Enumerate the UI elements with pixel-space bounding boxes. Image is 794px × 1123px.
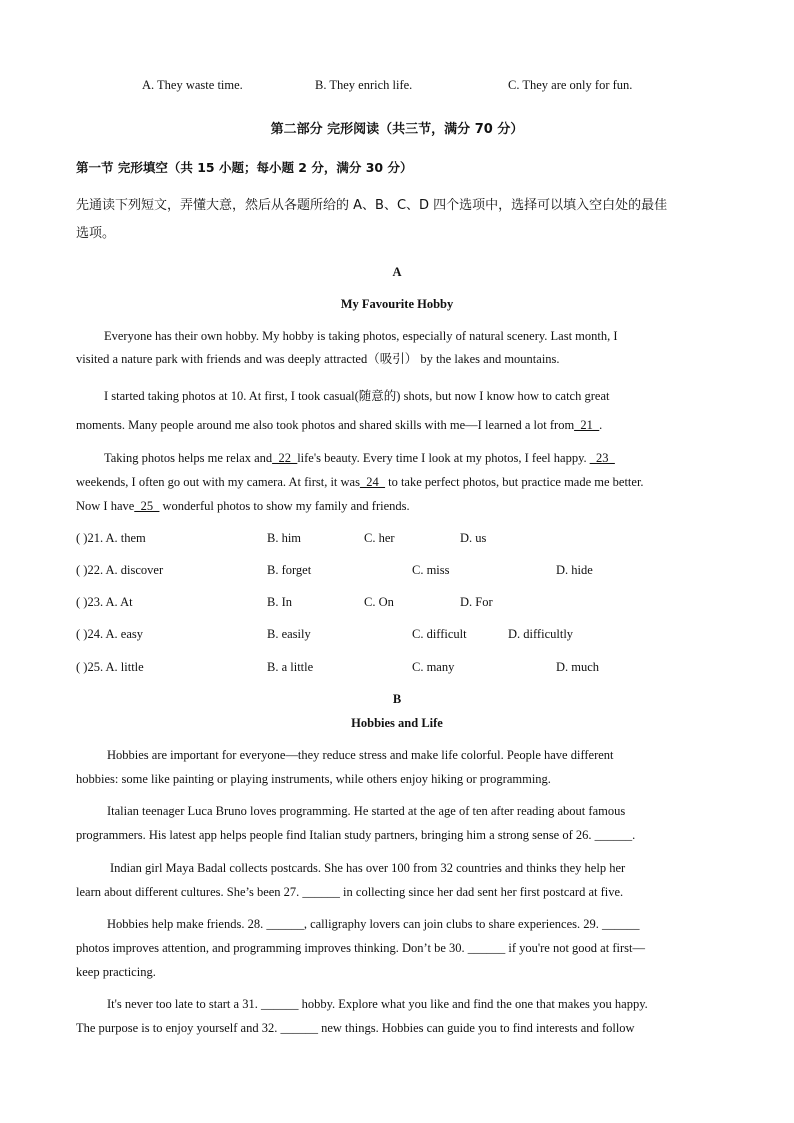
section1-title: 第一节 完形填空（共 15 小题；每小题 2 分，满分 30 分） [76,160,413,175]
blank-24: _24_ [359,475,385,489]
option-a: 24. A. easy [87,627,144,641]
passage-b-title: Hobbies and Life [351,716,443,730]
p3-line3-a: Now I have [76,499,135,513]
blank-23: _23_ [589,451,615,465]
p3-line2-a: weekends, I often go out with my camera. At first, it was [76,475,360,489]
passage-b-p4-line1: Hobbies help make friends. 28. ______, calligraphy lovers can join clubs to share experiences. 29. ______ [107,917,640,931]
part2-title: 第二部分 完形阅读（共三节，满分 70 分） [270,122,524,137]
passage-a-title: My Favourite Hobby [340,297,454,311]
option-d: D. hide [556,563,593,577]
passage-b-p3-line1: Indian girl Maya Badal collects postcards. She has over 100 from 32 countries and thinks they help her [110,861,626,875]
passage-b-p2-line1: Italian teenager Luca Bruno loves programming. He started at the age of ten after reading about famous [107,804,626,818]
option-b: B. him [267,531,302,545]
answer-paren: ( ) [76,595,88,609]
option-c: C. miss [412,563,450,577]
option-c: C. On [364,595,394,609]
option-d: D. difficultly [508,627,574,641]
answer-paren: ( ) [76,660,88,674]
option-b: B. In [267,595,292,609]
passage-b-p1-line1: Hobbies are important for everyone—they reduce stress and make life colorful. People have different [107,748,614,762]
instructions-line2: 选项。 [76,226,116,241]
p2-line2-text: moments. Many people around me also took photos and shared skills with me—I learned a lot from [76,418,575,432]
option-b: B. easily [267,627,311,641]
passage-b-p4-line2: photos improves attention, and programming improves thinking. Don’t be 30. ______ if you're not good at first— [76,941,645,955]
passage-b-label: B [392,692,402,706]
passage-a-p3-line1 [104,450,615,466]
passage-b-p2-line2: programmers. His latest app helps people find Italian study partners, bringing him a strong sense of 26. ______. [76,828,636,842]
option-a: A. They waste time. [142,78,243,92]
option-b: B. a little [267,660,314,674]
blank-21: _21_ [574,418,600,432]
question-row-23 [76,594,133,610]
option-d: D. us [460,531,487,545]
p3-line2-b: to take perfect photos, but practice made me better. [388,475,644,489]
option-b: B. forget [267,563,312,577]
p3-line1-a: Taking photos helps me relax and [104,451,273,465]
question-row-24 [76,626,143,642]
passage-a-p1-line1: Everyone has their own hobby. My hobby is taking photos, especially of natural scenery. Last month, I [104,329,618,343]
passage-a-p3-line3 [76,498,410,514]
passage-a-label: A [392,265,402,279]
option-a: 23. A. At [87,595,133,609]
blank-25: _25_ [134,499,160,513]
option-d: D. much [556,660,600,674]
option-c: C. her [364,531,395,545]
question-row-22 [76,562,163,578]
answer-paren: ( ) [76,563,88,577]
p3-line3-b: wonderful photos to show my family and friends. [162,499,410,513]
option-d: D. For [460,595,493,609]
option-c: C. They are only for fun. [508,78,633,92]
passage-a-p2-line2 [76,417,602,433]
p3-line1-b: life's beauty. Every time I look at my photos, I feel happy. [297,451,587,465]
instructions-line1: 先通读下列短文，弄懂大意，然后从各题所给的 A、B、C、D 四个选项中，选择可以填入空白处的最佳 [76,198,668,213]
answer-paren: ( ) [76,531,88,545]
option-a: 21. A. them [87,531,146,545]
passage-a-p2-line1: I started taking photos at 10. At first, I took casual(随意的) shots, but now I know how to catch great [104,389,610,403]
option-a: 25. A. little [87,660,144,674]
question-row-25 [76,659,144,675]
option-a: 22. A. discover [87,563,164,577]
passage-b-p5-line2: The purpose is to enjoy yourself and 32. ______ new things. Hobbies can guide you to find interests and follow [76,1021,635,1035]
answer-paren: ( ) [76,627,88,641]
passage-a-p3-line2 [76,474,644,490]
option-c: C. many [412,660,455,674]
option-c: C. difficult [412,627,467,641]
option-b: B. They enrich life. [315,78,413,92]
passage-a-p1-line2: visited a nature park with friends and was deeply attracted（吸引） by the lakes and mountains. [76,352,560,366]
passage-b-p4-line3: keep practicing. [76,965,156,979]
passage-b-p3-line2: learn about different cultures. She’s been 27. ______ in collecting since her dad sent her first postcard at five. [76,885,624,899]
p2-line2-end: . [599,418,603,432]
passage-b-p1-line2: hobbies: some like painting or playing instruments, while others enjoy hiking or programming. [76,772,551,786]
passage-b-p5-line1: It's never too late to start a 31. ______ hobby. Explore what you like and find the one that makes you happy. [107,997,648,1011]
blank-22: _22_ [272,451,298,465]
question-row-21 [76,530,146,546]
